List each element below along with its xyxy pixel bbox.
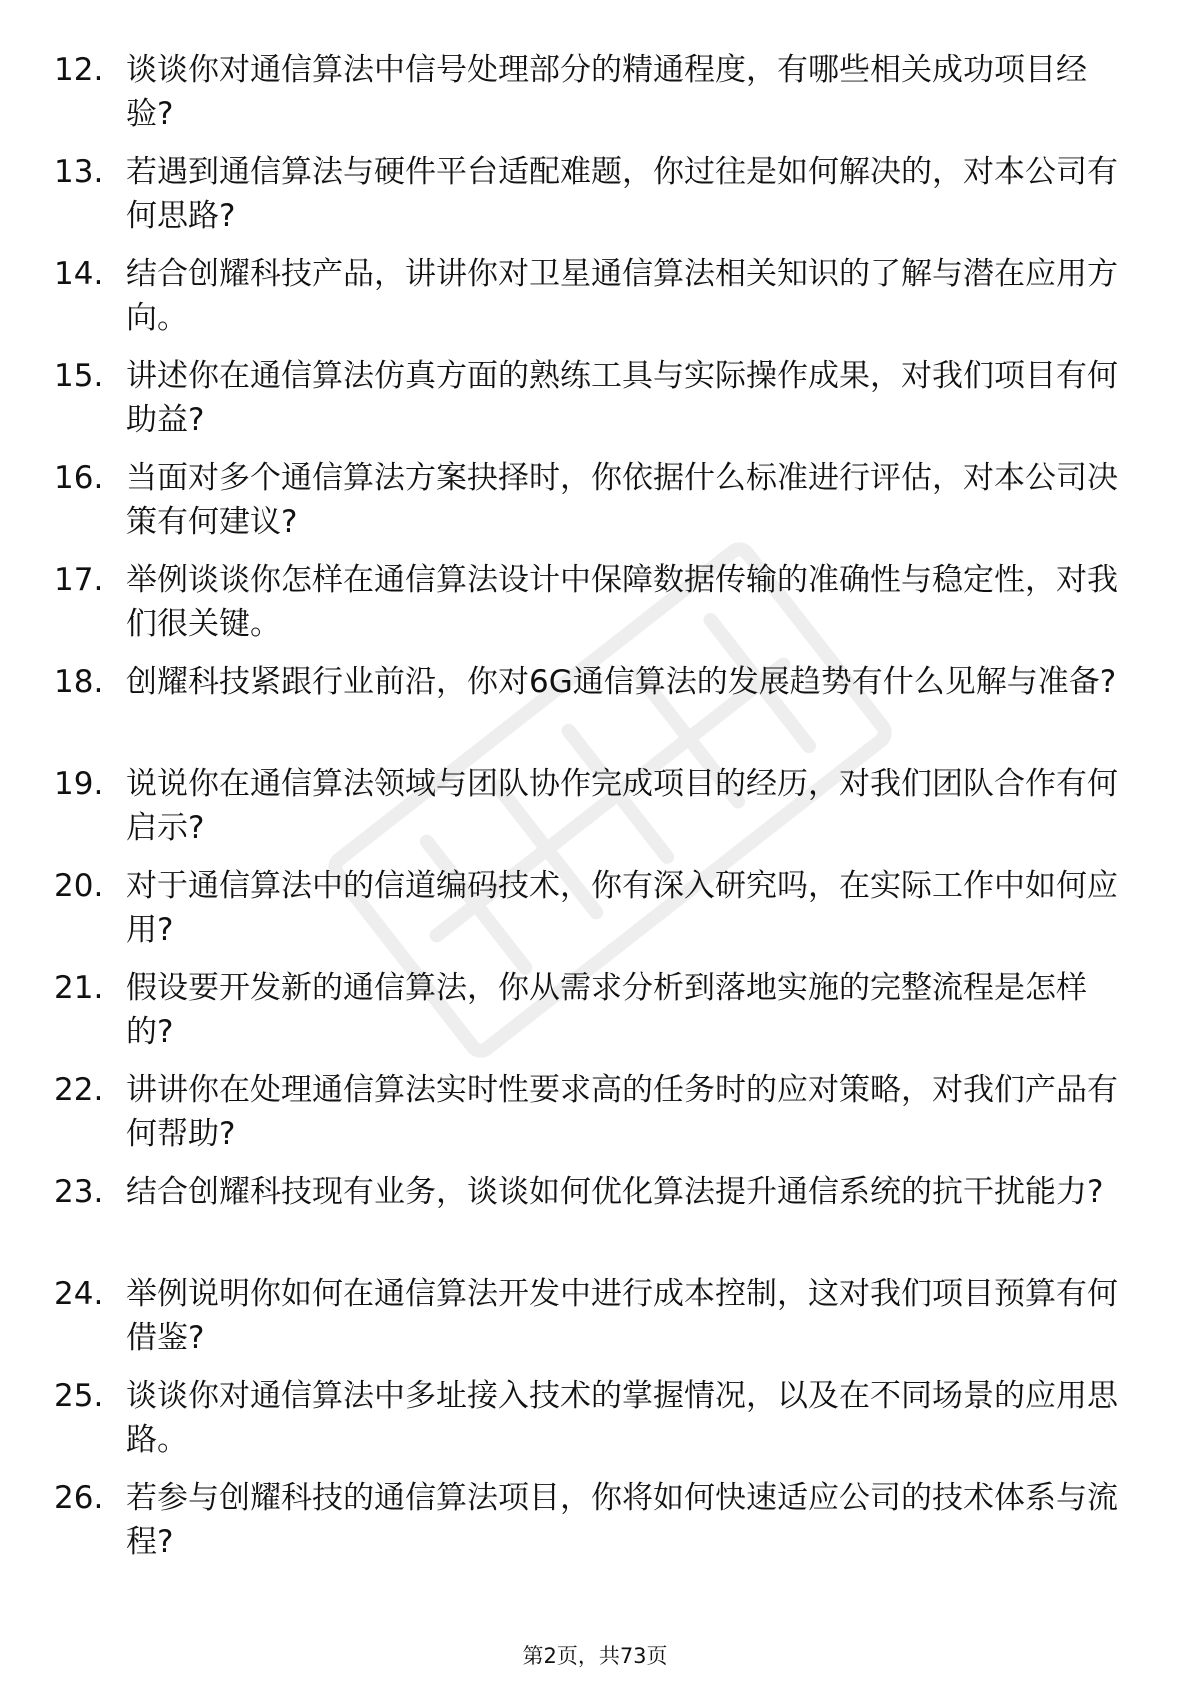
list-item bbox=[54, 966, 1134, 1054]
item-number: 22. bbox=[54, 1072, 104, 1108]
item-text: 若遇到通信算法与硬件平台适配难题，你过往是如何解决的，对本公司有何思路? bbox=[126, 154, 1118, 234]
list-item bbox=[54, 1068, 1134, 1156]
question-list bbox=[54, 48, 1134, 1578]
item-text: 假设要开发新的通信算法，你从需求分析到落地实施的完整流程是怎样的? bbox=[126, 970, 1087, 1050]
item-number: 19. bbox=[54, 766, 104, 802]
item-number: 14. bbox=[54, 256, 104, 292]
item-number: 12. bbox=[54, 52, 104, 88]
item-text: 谈谈你对通信算法中信号处理部分的精通程度，有哪些相关成功项目经验? bbox=[126, 52, 1087, 132]
list-item bbox=[54, 558, 1134, 646]
item-number: 17. bbox=[54, 562, 104, 598]
list-item bbox=[54, 1374, 1134, 1462]
list-item bbox=[54, 48, 1134, 136]
item-text: 说说你在通信算法领域与团队协作完成项目的经历，对我们团队合作有何启示? bbox=[126, 766, 1118, 846]
item-text: 对于通信算法中的信道编码技术，你有深入研究吗，在实际工作中如何应用? bbox=[126, 868, 1118, 948]
item-text: 举例说明你如何在通信算法开发中进行成本控制，这对我们项目预算有何借鉴? bbox=[126, 1276, 1118, 1356]
item-number: 25. bbox=[54, 1378, 104, 1414]
item-text: 结合创耀科技现有业务，谈谈如何优化算法提升通信系统的抗干扰能力? bbox=[126, 1174, 1104, 1210]
list-item bbox=[54, 1170, 1134, 1258]
list-item bbox=[54, 1272, 1134, 1360]
list-item bbox=[54, 456, 1134, 544]
item-text: 若参与创耀科技的通信算法项目，你将如何快速适应公司的技术体系与流程? bbox=[126, 1480, 1118, 1560]
item-number: 18. bbox=[54, 664, 104, 700]
item-number: 26. bbox=[54, 1480, 104, 1516]
item-number: 13. bbox=[54, 154, 104, 190]
item-text: 谈谈你对通信算法中多址接入技术的掌握情况，以及在不同场景的应用思路。 bbox=[126, 1378, 1118, 1458]
list-item bbox=[54, 1476, 1134, 1564]
item-text: 当面对多个通信算法方案抉择时，你依据什么标准进行评估，对本公司决策有何建议? bbox=[126, 460, 1118, 540]
list-item bbox=[54, 864, 1134, 952]
item-text: 结合创耀科技产品，讲讲你对卫星通信算法相关知识的了解与潜在应用方向。 bbox=[126, 256, 1118, 336]
list-item bbox=[54, 150, 1134, 238]
list-item bbox=[54, 354, 1134, 442]
item-text: 创耀科技紧跟行业前沿，你对6G通信算法的发展趋势有什么见解与准备? bbox=[126, 664, 1117, 700]
item-number: 16. bbox=[54, 460, 104, 496]
list-item bbox=[54, 762, 1134, 850]
item-number: 21. bbox=[54, 970, 104, 1006]
page-footer: 第2页，共73页 bbox=[522, 1644, 668, 1668]
item-text: 讲述你在通信算法仿真方面的熟练工具与实际操作成果，对我们项目有何助益? bbox=[126, 358, 1118, 438]
item-text: 讲讲你在处理通信算法实时性要求高的任务时的应对策略，对我们产品有何帮助? bbox=[126, 1072, 1118, 1152]
item-number: 24. bbox=[54, 1276, 104, 1312]
list-item bbox=[54, 252, 1134, 340]
item-number: 20. bbox=[54, 868, 104, 904]
item-text: 举例谈谈你怎样在通信算法设计中保障数据传输的准确性与稳定性，对我们很关键。 bbox=[126, 562, 1118, 642]
list-item bbox=[54, 660, 1134, 748]
item-number: 15. bbox=[54, 358, 104, 394]
item-number: 23. bbox=[54, 1174, 104, 1210]
